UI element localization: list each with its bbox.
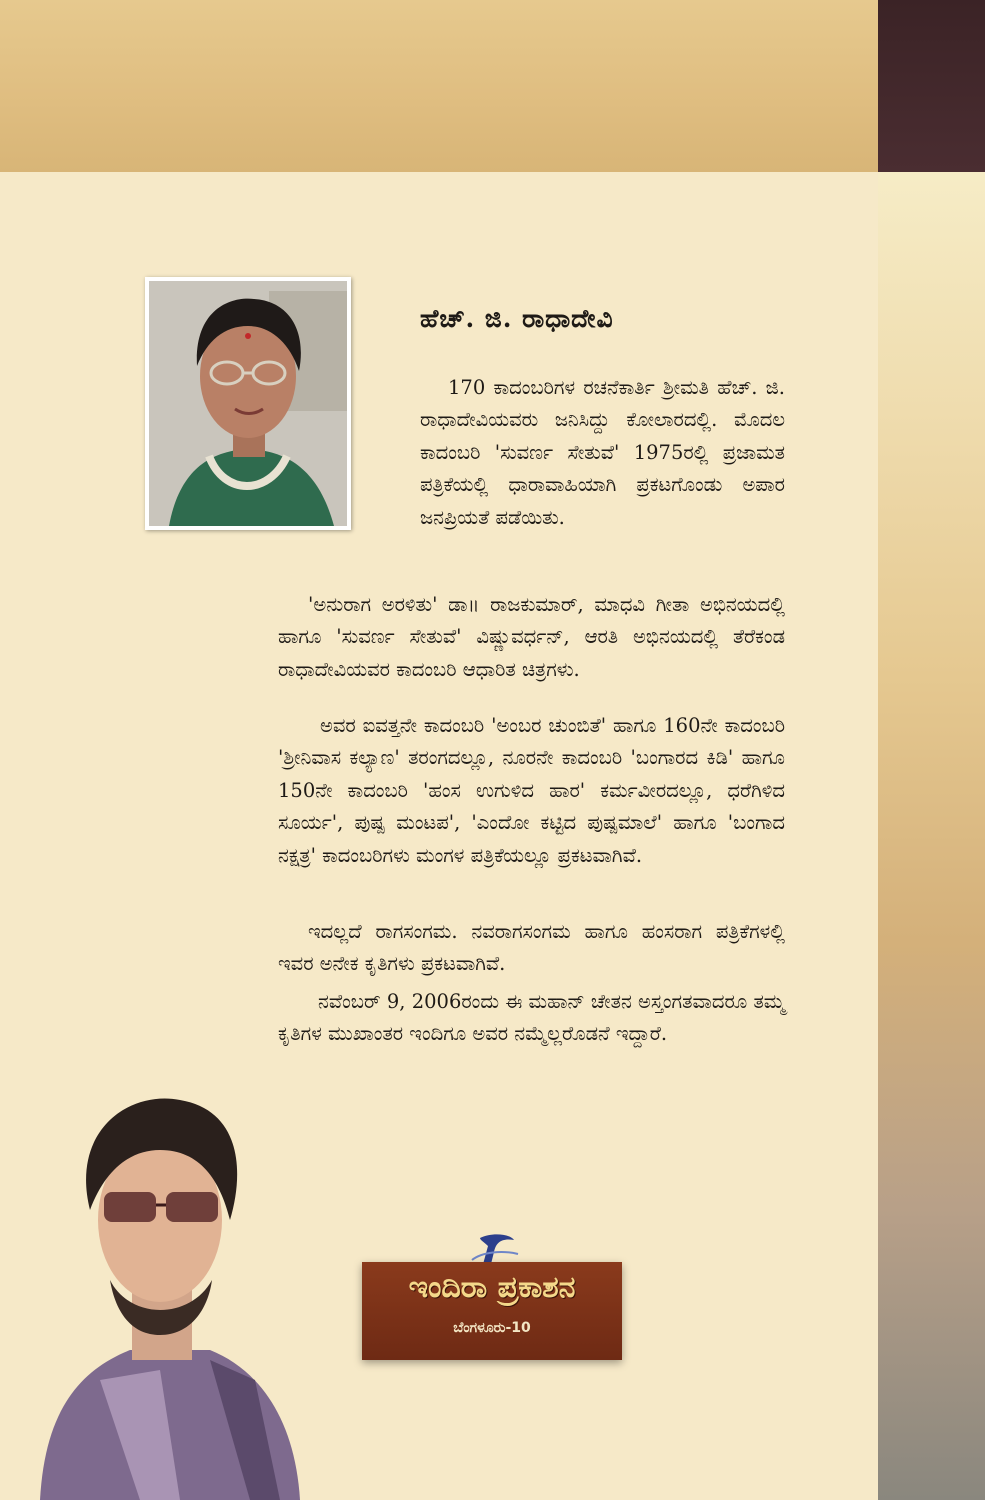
- publisher-logo: [362, 1232, 622, 1362]
- top-color-band: [0, 0, 878, 172]
- bio-paragraph-4: ಇದಲ್ಲದೆ ರಾಗಸಂಗಮ. ನವರಾಗಸಂಗಮ ಹಾಗೂ ಹಂಸರಾಗ ಪತ್ರಿಕೆಗಳಲ್ಲಿ ಇವರ ಅನೇಕ ಕೃತಿಗಳು ಪ್ರಕಟವಾಗಿವೆ.: [278, 919, 785, 975]
- author-photo-frame: [145, 277, 351, 530]
- spine-gradient-strip: [878, 172, 985, 1500]
- bio-paragraph-3: ಅವರ ಐವತ್ತನೇ ಕಾದಂಬರಿ 'ಅಂಬರ ಚುಂಬಿತೆ' ಹಾಗೂ 160ನೇ ಕಾದಂಬರಿ 'ಶ್ರೀನಿವಾಸ ಕಲ್ಯಾಣ' ತರಂಗದಲ್ಲೂ, ನೂರನೇ ಕಾದಂಬರಿ 'ಬಂಗಾರದ ಕಿಡಿ' ಹಾಗೂ 150ನೇ ಕಾದಂಬರಿ 'ಹಂಸ ಉಗುಳಿದ ಹಾರ' ಕರ್ಮವೀರದಲ್ಲೂ, ಧರೆಗಿಳಿದ ಸೂರ್ಯ', ಪುಷ್ಪ ಮಂಟಪ', 'ಎಂದೋ ಕಟ್ಟಿದ ಪುಷ್ಪಮಾಲೆ' ಹಾಗೂ 'ಬಂಗಾದ ನಕ್ಷತ್ರ' ಕಾದಂಬರಿಗಳು ಮಂಗಳ ಪತ್ರಿಕೆಯಲ್ಲೂ ಪ್ರಕಟವಾಗಿವೆ.: [278, 713, 785, 867]
- bio-paragraph-1: 170 ಕಾದಂಬರಿಗಳ ರಚನೆಕಾರ್ತಿ ಶ್ರೀಮತಿ ಹೆಚ್. ಜಿ. ರಾಧಾದೇವಿಯವರು ಜನಿಸಿದ್ದು ಕೋಲಾರದಲ್ಲಿ. ಮೊದಲ ಕಾದಂಬರಿ 'ಸುವರ್ಣ ಸೇತುವೆ' 1975ರಲ್ಲಿ ಪ್ರಜಾಮತ ಪತ್ರಿಕೆಯಲ್ಲಿ ಧಾರಾವಾಹಿಯಾಗಿ ಪ್ರಕಟಗೊಂಡು ಅಪಾರ ಜನಪ್ರಿಯತೆ ಪಡೆಯಿತು.: [420, 375, 785, 529]
- author-name-heading: ಹೆಚ್. ಜಿ. ರಾಧಾದೇವಿ: [420, 304, 614, 333]
- corner-color-block: [878, 0, 985, 172]
- publisher-city: ಬೆಂಗಳೂರು-10: [453, 1320, 531, 1336]
- cover-figure-illustration: [40, 1080, 300, 1500]
- bio-paragraph-5: ನವೆಂಬರ್ 9, 2006ರಂದು ಈ ಮಹಾನ್ ಚೇತನ ಅಸ್ತಂಗತವಾದರೂ ತಮ್ಮ ಕೃತಿಗಳ ಮುಖಾಂತರ ಇಂದಿಗೂ ಅವರ ನಮ್ಮೆಲ್ಲರೊಡನೆ ಇದ್ದಾರೆ.: [278, 989, 785, 1045]
- author-photo: [149, 281, 347, 526]
- author-portrait-illustration: [149, 281, 347, 526]
- publisher-name: ಇಂದಿರಾ ಪ್ರಕಾಶನ: [408, 1270, 576, 1305]
- bio-paragraph-2: 'ಅನುರಾಗ ಅರಳಿತು' ಡಾ॥ ರಾಜಕುಮಾರ್, ಮಾಧವಿ ಗೀತಾ ಅಭಿನಯದಲ್ಲಿ ಹಾಗೂ 'ಸುವರ್ಣ ಸೇತುವೆ' ವಿಷ್ಣುವರ್ಧನ್, ಆರತಿ ಅಭಿನಯದಲ್ಲಿ ತೆರೆಕಂಡ ರಾಧಾದೇವಿಯವರ ಕಾದಂಬರಿ ಆಧಾರಿತ ಚಿತ್ರಗಳು.: [278, 592, 785, 681]
